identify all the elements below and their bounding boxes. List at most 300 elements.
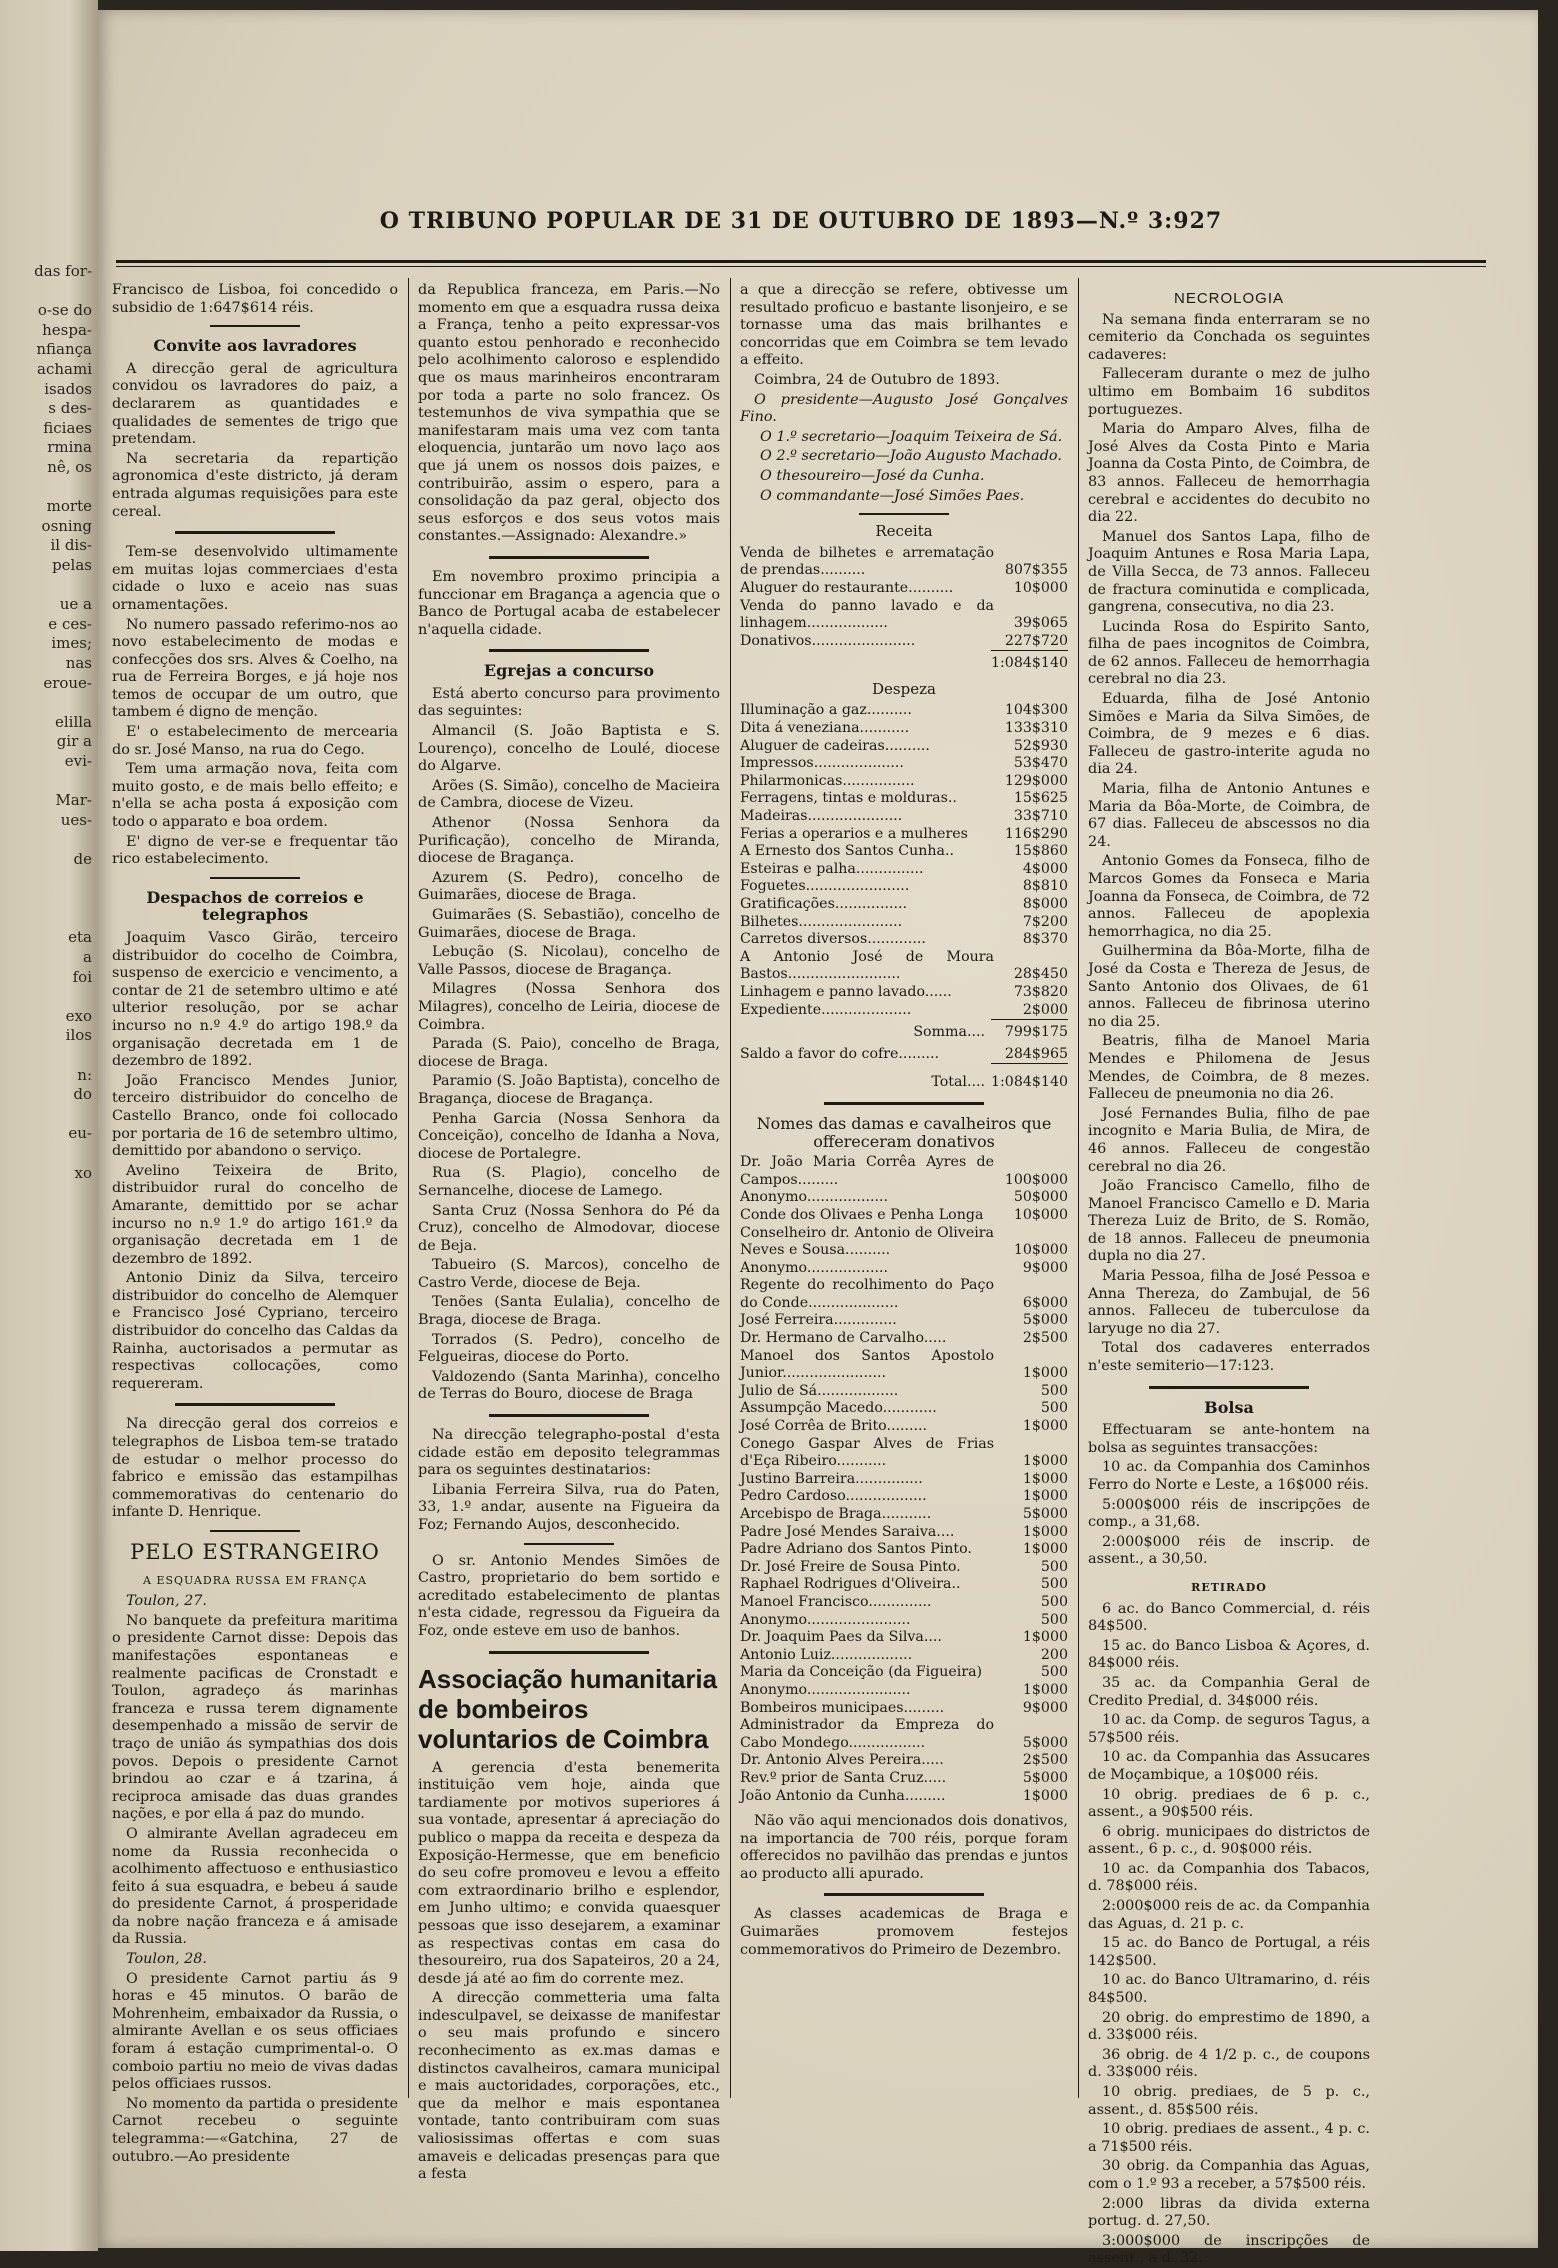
donor-row <box>740 1717 1068 1752</box>
previous-page-fragment: de <box>73 850 92 868</box>
despeza-row-value: 129$000 <box>1004 772 1068 789</box>
donor-row-value: 100$000 <box>1004 1171 1068 1188</box>
bolsa-item: 35 ac. da Companhia Geral de Credito Predial, d. 34$000 réis. <box>1088 1674 1370 1709</box>
donor-row-value: 500 <box>1040 1593 1068 1610</box>
despeza-row-label: Gratificações................ <box>740 896 908 912</box>
despeza-row <box>740 914 1068 932</box>
despeza-row <box>740 738 1068 756</box>
despeza-row-label: Foguetes....................... <box>740 878 910 895</box>
donor-row-value: 10$000 <box>1013 1242 1068 1259</box>
donor-row-value: 9$000 <box>1022 1699 1068 1716</box>
donor-row-label: Manoel dos Santos Apostolo Junior....................... <box>740 1347 994 1382</box>
necrologia-item: Maria do Amparo Alves, filha de José Alves da Costa Pinto e Maria Joanna da Costa Pinto, de Coimbra, de 83 annos. Falleceu de hemorrhagia cerebral e accidentes do decubito no dia 22. <box>1088 421 1370 526</box>
donor-row-label: Dr. José Freire de Sousa Pinto. <box>740 1558 961 1575</box>
receita-row <box>740 545 1068 580</box>
donor-row-label: Dr. João Maria Corrêa Ayres de Campos......... <box>740 1154 994 1188</box>
bolsa-list-retirado <box>1088 1601 1370 2268</box>
associacao-heading: Associação humanitaria de bombeiros voluntarios de Coimbra <box>418 1663 718 1754</box>
previous-page-fragment: ilos <box>65 1026 92 1045</box>
newspaper-page <box>98 10 1538 2267</box>
somma-label: Somma.... <box>913 1024 985 1041</box>
previous-page-fragment: ficiaes <box>43 418 92 437</box>
donor-row-label: Bombeiros municipaes......... <box>740 1699 945 1716</box>
donor-row-label: Antonio Luiz.................. <box>740 1646 913 1663</box>
donor-row-label: Administrador da Empreza do Cabo Mondego................. <box>740 1717 994 1751</box>
donor-row <box>740 1788 1068 1806</box>
paragraph: No banquete da prefeitura maritima o presidente Carnot disse: Depois das manifestações espontaneas e realmente pacificas de Cronstadt e Toulon, agradeço ás marinhas franceza e russa terem dignamente desempenhado a missão de servir de traço de união ás sympathias dos dois povos. Depois o presidente Carnot brindou ao czar e á tzarina, á reciproca amisade das duas grandes nações, e por ella á paz do mundo. <box>112 1612 398 1823</box>
paragraph: Tem-se desenvolvido ultimamente em muitas lojas commerciaes d'esta cidade o luxo e aceio nas suas ornamentações. <box>112 544 398 613</box>
despeza-row <box>740 755 1068 773</box>
bolsa-item: 10 obrig. prediaes, de 5 p. c., assent., d. 85$500 réis. <box>1088 2084 1370 2118</box>
bolsa-item: 10 ac. da Comp. de seguros Tagus, a 57$500 réis. <box>1088 1712 1370 1746</box>
donor-row-value: 500 <box>1040 1576 1068 1593</box>
donor-row <box>740 1348 1068 1383</box>
intro-text: Francisco de Lisboa, foi concedido o subsidio de 1:647$614 réis. <box>112 282 398 316</box>
egreja-item: Milagres (Nossa Senhora dos Milagres), concelho de Leiria, diocese de Coimbra. <box>418 981 720 1033</box>
bolsa-item: 2:000 libras da divida externa portug. d. 27,50. <box>1088 2195 1370 2230</box>
despeza-row-label: Philarmonicas................ <box>740 772 915 789</box>
despeza-row <box>740 843 1068 861</box>
receita-row-label: Venda do panno lavado e da linhagem.................. <box>740 597 994 632</box>
bolsa-item: 6 obrig. municipaes do districtos de assent., 6 p. c., d. 90$000 réis. <box>1088 1823 1370 1858</box>
total-value: 1:084$140 <box>991 1064 1068 1092</box>
despeza-row-value: 15$625 <box>1013 790 1068 807</box>
paragraph: Antonio Diniz da Silva, terceiro distribuidor do concelho de Alemquer e Francisco José Cypriano, terceiro distribuidor do concelho das Caldas da Rainha, auctorisados a permutar as respectivas collocações, como requereram. <box>112 1270 398 1392</box>
despeza-row-value: 7$200 <box>1022 913 1068 930</box>
column-2 <box>418 282 720 2183</box>
bolsa-item: 2:000$000 réis de inscrip. de assent., a 30,50. <box>1088 1533 1370 1568</box>
divider <box>210 1530 300 1532</box>
donor-row-label: Padre Adriano dos Santos Pinto. <box>740 1541 972 1558</box>
despeza-summary <box>740 1019 1068 1092</box>
donor-row-label: Assumpção Macedo............ <box>740 1400 937 1417</box>
necrologia-item: Antonio Gomes da Fonseca, filho de Marcos Gomes da Fonseca e Maria Joanna da Fonseca, de Coimbra, de 72 annos. Falleceu de apoplexia hemorrhagica, no dia 25. <box>1088 853 1370 940</box>
donor-row-label: Padre José Mendes Saraiva.... <box>740 1523 955 1540</box>
donor-row-label: Regente do recolhimento do Paço do Conde.................... <box>740 1277 994 1311</box>
divider <box>1149 1386 1309 1389</box>
divider <box>489 649 649 652</box>
donor-row-label: Anonymo.................. <box>740 1189 888 1206</box>
paragraph: E' o estabelecimento de mercearia do sr. José Manso, na rua do Cego. <box>112 724 398 758</box>
donor-row-label: Anonymo....................... <box>740 1611 911 1628</box>
paragraph: Na secretaria da repartição agronomica d'este districto, já deram entrada algumas requisições para este cereal. <box>112 450 398 520</box>
egreja-item: Rua (S. Plagio), concelho de Sernancelhe, diocese de Lamego. <box>418 1165 720 1199</box>
despeza-row <box>740 949 1068 984</box>
egreja-item: Torrados (S. Pedro), concelho de Felgueiras, diocese do Porto. <box>418 1331 720 1366</box>
divider <box>859 513 949 515</box>
donor-row-value: 9$000 <box>1022 1259 1068 1276</box>
necrologia-heading: NECROLOGIA <box>1173 290 1285 307</box>
donor-row-label: Conego Gaspar Alves de Frias d'Eça Ribeiro........... <box>740 1435 994 1470</box>
bolsa-item: 20 obrig. do emprestimo de 1890, a d. 33$000 réis. <box>1088 2009 1370 2044</box>
donor-row <box>740 1260 1068 1278</box>
despeza-row-value: 33$710 <box>1013 808 1068 825</box>
previous-page-fragment: nê, os <box>47 458 92 476</box>
egreja-item: Santa Cruz (Nossa Senhora do Pé da Cruz), concelho de Almodovar, diocese de Beja. <box>418 1202 720 1254</box>
donor-row <box>740 1488 1068 1506</box>
despeza-row-value: 4$000 <box>1022 860 1068 877</box>
donor-row-label: Anonymo....................... <box>740 1681 911 1698</box>
despeza-row-value: 8$810 <box>1022 878 1068 895</box>
donor-row-value: 1$000 <box>1022 1523 1068 1540</box>
header-rule <box>116 260 1486 263</box>
paragraph: A gerencia d'esta benemerita instituição vem hoje, ainda que tardiamente por motivos superiores á sua vontade, apresentar á apreciação do publico o mappa da receita e despeza da Exposição-Hermesse, que em beneficio do seu cofre promoveu e levou a effeito com extraordinario brilho e esplendor, em Junho ultimo; e convida quaesquer pessoas que isso desejarem, a examinar as respectivas contas em casa do thesoureiro, rua dos Sapateiros, 20 a 24, desde já até ao fim do corrente mez. <box>418 1759 720 1987</box>
retirado-heading: RETIRADO <box>1191 1580 1267 1594</box>
donor-row-value: 1$000 <box>1022 1488 1068 1505</box>
header-rule-thin <box>116 266 1486 267</box>
necrologia-list <box>1088 366 1370 1375</box>
necrologia-item: Maria Pessoa, filha de José Pessoa e Anna Thereza, do Zambujal, de 56 annos. Falleceu de tuberculose da laryuge no dia 27. <box>1088 1268 1370 1337</box>
divider <box>824 1893 984 1896</box>
donor-row-label: Maria da Conceição (da Figueira) <box>740 1664 983 1681</box>
paragraph: a que a direcção se refere, obtivesse um resultado proficuo e bastante lisonjeiro, e se tornasse uma das mais brilhantes e concorridas que em Coimbra se tem levado a effeito. <box>740 282 1068 369</box>
previous-page-fragment: morte <box>46 497 92 516</box>
previous-page-fragment: evi- <box>64 752 92 770</box>
despeza-row-value: 116$290 <box>1004 825 1068 842</box>
donor-row-value: 500 <box>1040 1558 1068 1575</box>
despeza-row <box>740 861 1068 879</box>
somma-value: 799$175 <box>991 1020 1068 1042</box>
donor-row-label: Anonymo.................. <box>740 1259 888 1276</box>
paragraph: Joaquim Vasco Girão, terceiro distribuidor do cocelho de Coimbra, suspenso de exercicio e vencimento, a contar de 21 de setembro ultimo e até ulterior resolução, por se achar incurso no n.º 4.º do artigo 198.º da organisação decretada em 1 de dezembro de 1892. <box>112 930 398 1070</box>
donor-row-value: 1$000 <box>1022 1470 1068 1487</box>
previous-page-fragment: eu- <box>68 1124 92 1143</box>
column-rule-3 <box>1078 278 1079 2098</box>
donor-row <box>740 1770 1068 1788</box>
receita-row-value: 227$720 <box>1004 632 1068 649</box>
previous-page-margin <box>0 0 98 2251</box>
previous-page-fragment: foi <box>72 967 92 986</box>
signature: O presidente—Augusto José Gonçalves Fino. <box>740 391 1068 426</box>
egreja-item: Lebução (S. Nicolau), concelho de Valle Passos, diocese de Bragança. <box>418 944 720 978</box>
receita-heading: Receita <box>875 522 933 541</box>
necrologia-item: Guilhermina da Bôa-Morte, filha de José da Costa e Thereza de Jesus, de Santo Antonio dos Olivaes, de 61 annos. Falleceu de fibrinosa uterino no dia 25. <box>1088 943 1370 1030</box>
donor-row <box>740 1594 1068 1612</box>
receita-row-label: Aluguer do restaurante.......... <box>740 579 954 596</box>
column-rule-1 <box>408 278 409 2098</box>
donor-row-value: 500 <box>1040 1664 1068 1681</box>
paragraph: Effectuaram se ante-hontem na bolsa as seguintes transacções: <box>1088 1422 1370 1456</box>
despeza-row-label: Dita á veneziana........... <box>740 720 910 737</box>
despeza-row-value: 52$930 <box>1013 737 1068 754</box>
donor-row <box>740 1612 1068 1630</box>
despeza-row-label: Bilhetes....................... <box>740 913 903 930</box>
bolsa-item: 36 obrig. de 4 1/2 p. c., de coupons d. 33$000 réis. <box>1088 2046 1370 2081</box>
estrangeiro-subheading: A ESQUADRA RUSSA EM FRANÇA <box>143 1573 367 1587</box>
donor-row-value: 5$000 <box>1022 1769 1068 1786</box>
bolsa-item: 10 ac. do Banco Ultramarino, d. réis 84$500. <box>1088 1972 1370 2007</box>
donor-row-value: 500 <box>1040 1400 1068 1417</box>
previous-page-fragment: elilla <box>54 712 92 731</box>
donor-row-value: 500 <box>1040 1611 1068 1628</box>
previous-page-fragment: exo <box>65 1006 92 1025</box>
donor-row <box>740 1207 1068 1225</box>
despeza-row <box>740 790 1068 808</box>
despeza-row-value: 73$820 <box>1013 983 1068 1000</box>
donor-row-label: Justino Barreira............... <box>740 1470 923 1487</box>
donor-row <box>740 1189 1068 1207</box>
paragraph: Tem uma armação nova, feita com muito gosto, e de mais bello effeito; e n'ella se acha posta á exposição com todo o apparato e boa ordem. <box>112 761 398 831</box>
bolsa-item: 10 obrig. prediaes de assent., 4 p. c. a 71$500 réis. <box>1088 2121 1370 2155</box>
bolsa-item: 2:000$000 reis de ac. da Companhia das Aguas, d. 21 p. c. <box>1088 1898 1370 1932</box>
previous-page-fragment: imes; <box>51 634 92 653</box>
previous-page-fragment: il dis- <box>50 536 92 555</box>
previous-page-fragment: e ces- <box>48 614 92 633</box>
paragraph: Na direcção telegrapho-postal d'esta cidade estão em deposito telegrammas para os seguintes destinatarios: <box>418 1427 720 1479</box>
dateline: Toulon, 28. <box>126 1951 207 1968</box>
paragraph: Não vão aqui mencionados dois donativos, na importancia de 700 réis, porque foram offerecidos no pavilhão das prendas e juntos ao producto alli apurado. <box>740 1813 1068 1882</box>
donor-row <box>740 1576 1068 1594</box>
donor-row-value: 500 <box>1040 1382 1068 1399</box>
donor-row-label: Rev.º prior de Santa Cruz..... <box>740 1769 947 1786</box>
donor-row-value: 1$000 <box>1022 1787 1068 1804</box>
bolsa-item: 15 ac. do Banco Lisboa & Açores, d. 84$000 réis. <box>1088 1637 1370 1672</box>
donor-row-value: 5$000 <box>1022 1312 1068 1329</box>
despeza-row-value: 8$370 <box>1022 931 1068 948</box>
despeza-row-label: A Antonio José de Moura Bastos......................... <box>740 948 994 983</box>
egreja-item: Guimarães (S. Sebastião), concelho de Guimarães, diocese de Braga. <box>418 907 720 941</box>
bolsa-item: 15 ac. do Banco de Portugal, a réis 142$500. <box>1088 1935 1370 1969</box>
despeza-row <box>740 720 1068 738</box>
previous-page-fragment: Mar- <box>55 791 92 810</box>
paragraph: Libania Ferreira Silva, rua do Paten, 33, 1.º andar, ausente na Figueira da Foz; Fernando Aujos, desconhecido. <box>418 1481 720 1533</box>
donor-row <box>740 1225 1068 1260</box>
donor-row-value: 6$000 <box>1022 1294 1068 1311</box>
donor-row <box>740 1154 1068 1189</box>
divider <box>175 1403 335 1406</box>
necrologia-item: Maria, filha de Antonio Antunes e Maria da Bôa-Morte, de Coimbra, de 67 dias. Falleceu de abscessos no dia 24. <box>1088 781 1370 850</box>
previous-page-fragment: o-se do <box>37 301 92 320</box>
receita-total <box>740 650 1068 673</box>
dateline: Coimbra, 24 de Outubro de 1893. <box>754 371 1000 388</box>
column-rule-2 <box>730 278 731 2098</box>
despeza-row-value: 104$300 <box>1004 702 1068 719</box>
divider <box>210 325 300 327</box>
receita-total-value: 1:084$140 <box>991 651 1068 673</box>
donor-row <box>740 1541 1068 1559</box>
signature: O 1.º secretario—Joaquim Teixeira de Sá. <box>760 428 1063 445</box>
donor-row <box>740 1312 1068 1330</box>
necrologia-item: Manuel dos Santos Lapa, filho de Joaquim Antunes e Rosa Maria Lapa, de Villa Secca, de 73 annos. Falleceu de fractura cominutida e complicada, gangrena, consecutiva, no dia 23. <box>1088 528 1370 616</box>
donor-row-value: 1$000 <box>1022 1541 1068 1558</box>
dateline: Toulon, 27. <box>126 1593 207 1610</box>
despeza-row <box>740 878 1068 896</box>
paragraph: O sr. Antonio Mendes Simões de Castro, proprietario do bem sortido e acreditado estabelecimento de plantas n'esta cidade, regressou da Figueira da Foz, onde esteve em uso de banhos. <box>418 1552 720 1639</box>
previous-page-fragment: hespa- <box>42 320 92 339</box>
egreja-item: Athenor (Nossa Senhora da Purificação), concelho de Miranda, diocese de Bragança. <box>418 815 720 867</box>
paragraph: da Republica franceza, em Paris.—No momento em que a esquadra russa deixa a França, tenho a peito expressar-vos quanto estou penhorado e reconhecido pelo acolhimento caloroso e esplendido que os maus marinheiros encontraram por toda a parte no solo francez. Os testemunhos de viva sympathia que se manifestaram mais uma vez com tanta eloquencia, juntarão um novo laço aos que já unem os nossos dois paizes, e contribuirão, assim o espero, para a consolidação da paz geral, objecto dos seus esforços e dos seus votos mais constantes.—Assignado: Alexandre.» <box>418 282 720 545</box>
egreja-item: Almancil (S. João Baptista e S. Lourenço), concelho de Loulé, diocese do Algarve. <box>418 723 720 775</box>
despeza-row-label: Carretos diversos............. <box>740 931 926 948</box>
paragraph: E' digno de ver-se e frequentar tão rico estabelecimento. <box>112 833 398 868</box>
paragraph: O presidente Carnot partiu ás 9 horas e 45 minutos. O barão de Mohrenheim, embaixador da Russia, o almirante Avellan e os seus officiaes foram á estação cumprimental-o. O comboio partiu no meio de vivas dadas pelos officiaes russos. <box>112 1970 398 2093</box>
egreja-item: Tabueiro (S. Marcos), concelho de Castro Verde, diocese de Beja. <box>418 1257 720 1291</box>
despeza-row-value: 53$470 <box>1013 755 1068 772</box>
paragraph: O almirante Avellan agradeceu em nome da Russia reconhecida o acolhimento affectuoso e enthusiastico feito á sua esquadra, e bebeu á saude do presidente Carnot, á prosperidade da nobre nação franceza e á amisade da Russia. <box>112 1825 398 1948</box>
donor-row <box>740 1506 1068 1524</box>
egreja-item: Azurem (S. Pedro), concelho de Guimarães, diocese de Braga. <box>418 869 720 904</box>
donor-row-value: 1$000 <box>1022 1629 1068 1646</box>
donor-row-label: João Antonio da Cunha......... <box>740 1787 946 1804</box>
egreja-item: Penha Garcia (Nossa Senhora da Conceição), concelho de Idanha a Nova, diocese de Portalegre. <box>418 1110 720 1162</box>
receita-row-label: Donativos....................... <box>740 632 916 649</box>
egreja-item: Tenões (Santa Eulalia), concelho de Braga, diocese de Braga. <box>418 1294 720 1329</box>
signature: O thesoureiro—José da Cunha. <box>760 467 985 484</box>
paragraph: Está aberto concurso para provimento das seguintes: <box>418 685 720 720</box>
paragraph: A direcção commetteria uma falta indesculpavel, se deixasse de manifestar o seu mais profundo e sincero reconhecimento as ex.mas damas e distinctos cavalheiros, camara municipal e mais auctoridades, corporações, etc., que da melhor e mais espontanea vontade, tanto contribuiram com suas valiosissimas offertas e com suas amaveis e delicadas presenças para que a festa <box>418 1990 720 2183</box>
despeza-row-label: Expediente.................... <box>740 1001 912 1018</box>
despeza-row-label: A Ernesto dos Santos Cunha.. <box>740 843 954 860</box>
necrologia-item: José Fernandes Bulia, filho de pae incognito e Maria Bulia, de Mira, de 46 annos. Falleceu de congestão cerebral no dia 26. <box>1088 1105 1370 1175</box>
donor-row <box>740 1418 1068 1436</box>
donor-row-label: Arcebispo de Braga........... <box>740 1506 932 1522</box>
bolsa-item: 6 ac. do Banco Commercial, d. réis 84$500. <box>1088 1600 1370 1635</box>
paragraph: Em novembro proximo principia a funccionar em Bragança a agencia que o Banco de Portugal acaba de estabelecer n'aquella cidade. <box>418 568 720 638</box>
despeza-row <box>740 702 1068 720</box>
divider <box>824 1102 984 1105</box>
donor-row-label: Dr. Antonio Alves Pereira..... <box>740 1752 944 1769</box>
necrologia-item: Beatris, filha de Manoel Maria Mendes e Philomena de Jesus Mendes, de Coimbra, de 8 mezes. Falleceu de pneumonia no dia 26. <box>1088 1033 1370 1103</box>
bolsa-list <box>1088 1459 1370 1569</box>
despeza-row-label: Madeiras..................... <box>740 808 903 825</box>
bolsa-heading: Bolsa <box>1204 1397 1254 1417</box>
despeza-row-label: Ferias a operarios e a mulheres <box>740 825 968 842</box>
despeza-row-value: 2$000 <box>1022 1001 1068 1018</box>
donor-row <box>740 1277 1068 1312</box>
donor-row-value: 5$000 <box>1022 1734 1068 1751</box>
previous-page-fragment: rmina <box>47 438 92 457</box>
bolsa-item: 10 ac. da Companhia dos Tabacos, d. 78$000 réis. <box>1088 1860 1370 1895</box>
bolsa-item: 10 ac. da Companhia das Assucares de Moçambique, a 10$000 réis. <box>1088 1749 1370 1783</box>
donor-row <box>740 1330 1068 1348</box>
paragraph: As classes academicas de Braga e Guimarães promovem festejos commemorativos do Primeiro de Dezembro. <box>740 1906 1068 1958</box>
despeza-row-label: Aluguer de cadeiras.......... <box>740 737 930 754</box>
paragraph: Na semana finda enterraram se no cemiterio da Conchada os seguintes cadaveres: <box>1088 311 1370 363</box>
receita-row-value: 10$000 <box>1013 579 1068 596</box>
previous-page-fragment: a <box>83 948 92 966</box>
egreja-item: Paramio (S. João Baptista), concelho de Bragança, diocese de Bragança. <box>418 1073 720 1107</box>
donor-row-label: Conde dos Olivaes e Penha Longa <box>740 1206 984 1223</box>
donor-row <box>740 1524 1068 1542</box>
donor-row-value: 50$000 <box>1013 1189 1068 1206</box>
despeza-row <box>740 984 1068 1002</box>
despeza-row-value: 8$000 <box>1022 896 1068 912</box>
receita-row-value: 39$065 <box>1013 615 1068 632</box>
donor-row-value: 10$000 <box>1013 1206 1068 1223</box>
previous-page-fragment: nas <box>65 654 92 672</box>
despeza-row <box>740 931 1068 949</box>
donor-row <box>740 1700 1068 1718</box>
receita-table <box>740 545 1068 651</box>
despeza-row-label: Impressos.................... <box>740 755 904 772</box>
divider <box>489 1414 649 1417</box>
bolsa-item: 5:000$000 réis de inscripções de comp., a 31,68. <box>1088 1496 1370 1531</box>
previous-page-fragment: gir a <box>56 732 92 751</box>
divider <box>175 531 335 534</box>
despeza-row-label: Ferragens, tintas e molduras.. <box>740 790 957 807</box>
donor-row-label: Pedro Cardoso.................. <box>740 1488 927 1505</box>
previous-page-fragment: eroue- <box>43 673 92 692</box>
divider <box>524 1543 614 1545</box>
previous-page-fragment: das for- <box>34 262 92 280</box>
previous-page-fragment: do <box>73 1085 92 1104</box>
donor-row <box>740 1400 1068 1418</box>
despeza-row-label: Esteiras e palha............... <box>740 860 924 877</box>
previous-page-fragment: pelas <box>52 556 92 574</box>
despachos-heading: Despachos de correios e telegraphos <box>146 887 364 925</box>
donor-row <box>740 1752 1068 1770</box>
donor-row-label: Dr. Hermano de Carvalho..... <box>740 1330 947 1347</box>
column-1 <box>112 282 398 2165</box>
despeza-row-value: 28$450 <box>1013 966 1068 983</box>
bolsa-item: 3:000$000 de inscripções de assent., a d. 32. <box>1088 2232 1370 2267</box>
donors-table <box>740 1154 1068 1805</box>
donor-row-value: 1$000 <box>1022 1418 1068 1435</box>
necrologia-item: Falleceram durante o mez de julho ultimo em Bombaim 16 subditos portuguezes. <box>1088 366 1370 418</box>
saldo-label: Saldo a favor do cofre......... <box>740 1046 940 1063</box>
despeza-row <box>740 1002 1068 1020</box>
divider <box>489 556 649 559</box>
previous-page-fragment: s des- <box>48 399 92 418</box>
donor-row-value: 5$000 <box>1022 1506 1068 1522</box>
paragraph: A direcção geral de agricultura convidou os lavradores do paiz, a declararem as quantidades e qualidades de sementes de trigo que pretendam. <box>112 360 398 448</box>
saldo-value: 284$965 <box>1004 1045 1068 1062</box>
previous-page-fragment: ues- <box>60 810 92 829</box>
donor-row-label: Manoel Francisco.............. <box>740 1593 932 1610</box>
previous-page-fragment: achami <box>37 360 92 378</box>
donor-row-value: 2$500 <box>1022 1752 1068 1769</box>
previous-page-fragment: isados <box>44 379 92 398</box>
necrologia-item: Lucinda Rosa do Espirito Santo, filha de paes incognitos de Coimbra, de 62 annos. Falleceu de hemorrhagia cerebral no dia 23. <box>1088 618 1370 688</box>
receita-row-value: 807$355 <box>1004 562 1068 579</box>
donor-row-label: Dr. Joaquim Paes da Silva.... <box>740 1629 942 1646</box>
despeza-row-label: Linhagem e panno lavado...... <box>740 983 952 1000</box>
despeza-row-value: 15$860 <box>1013 843 1068 860</box>
donor-row-label: Julio de Sá.................. <box>740 1382 899 1399</box>
despeza-table <box>740 702 1068 1019</box>
donor-row <box>740 1471 1068 1489</box>
previous-page-fragment: nfiança <box>36 340 92 359</box>
paragraph: Na direcção geral dos correios e telegraphos de Lisboa tem-se tratado de estudar o melhor processo do fabrico e emissão das estampilhas commemorativas do centenario do infante D. Henrique. <box>112 1416 398 1521</box>
previous-page-fragment: eta <box>68 928 92 947</box>
estrangeiro-heading: PELO ESTRANGEIRO <box>130 1540 380 1564</box>
convite-heading: Convite aos lavradores <box>153 336 357 356</box>
necrologia-item: Total dos cadaveres enterrados n'este semiterio—17:123. <box>1088 1340 1370 1375</box>
donor-row <box>740 1664 1068 1682</box>
donor-row-label: José Ferreira.............. <box>740 1312 897 1329</box>
egrejas-heading: Egrejas a concurso <box>483 661 655 681</box>
donor-row-label: Raphael Rodrigues d'Oliveira.. <box>740 1576 961 1593</box>
despeza-row-value: 133$310 <box>1004 720 1068 737</box>
total-label: Total.... <box>931 1074 985 1091</box>
despeza-row <box>740 808 1068 826</box>
column-4 <box>1088 282 1370 2267</box>
donor-row <box>740 1559 1068 1577</box>
previous-page-fragment: xo <box>74 1163 92 1182</box>
divider <box>210 877 300 879</box>
receita-row <box>740 580 1068 598</box>
bolsa-item: 10 obrig. prediaes de 6 p. c., assent., a 90$500 réis. <box>1088 1786 1370 1821</box>
donor-row-value: 1$000 <box>1022 1365 1068 1382</box>
paragraph: No numero passado referimo-nos ao novo estabelecimento de modas e confecções dos srs. Alves & Coelho, na rua de Ferreira Borges, e já hoje nos temos de occupar de um outro, que tambem é digno de menção. <box>112 616 398 721</box>
masthead: O TRIBUNO POPULAR DE 31 DE OUTUBRO DE 1893—N.º 3:927 <box>379 208 1223 234</box>
bolsa-item: 30 obrig. da Companhia das Aguas, com o 1.º 93 a receber, a 57$500 réis. <box>1088 2158 1370 2192</box>
donor-row <box>740 1629 1068 1647</box>
necrologia-item: João Francisco Camello, filho de Manoel Francisco Camello e D. Maria Thereza Luiz de Brito, de S. Romão, de 18 annos. Falleceu de pneumonia dupla no dia 27. <box>1088 1178 1370 1265</box>
donor-row <box>740 1682 1068 1700</box>
previous-page-fragment: osning <box>41 516 92 535</box>
signature: O 2.º secretario—João Augusto Machado. <box>760 448 1062 465</box>
